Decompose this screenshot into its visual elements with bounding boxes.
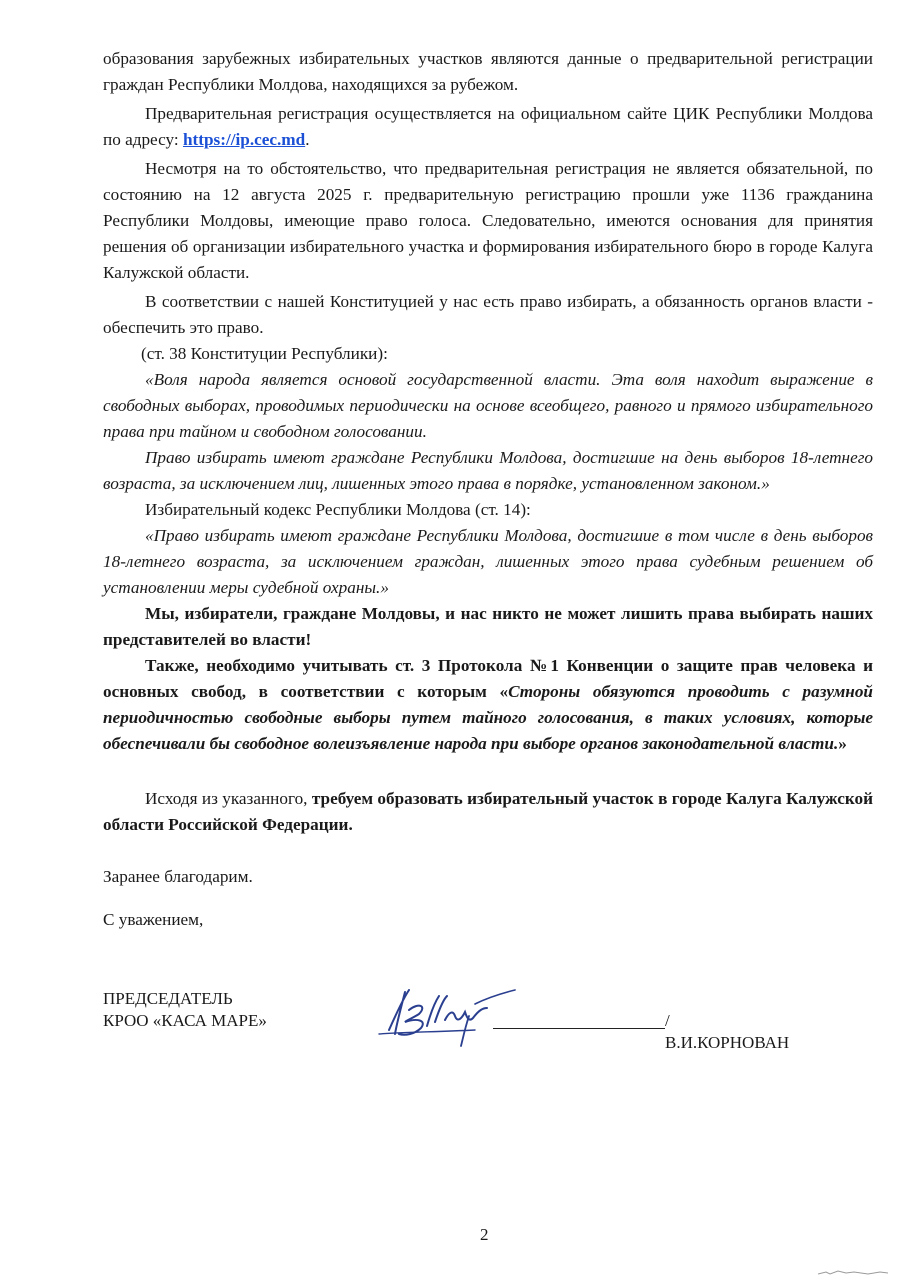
paragraph-text: Предварительная регистрация осуществляется на официальном сайте ЦИК Республики Молдова по адресу: [103,104,873,149]
electoral-code-reference: Избирательный кодекс Республики Молдова (ст. 14): [145,500,531,519]
demand-intro: Исходя из указанного, [145,789,312,808]
paragraph-continuation: образования зарубежных избирательных участков являются данные о предварительной регистрации граждан Республики Молдова, находящихся за рубежом. [103,49,873,94]
convention-quote: Стороны обязуются проводить с разумной периодичностью свободные выборы путем тайного голосования, в таких условиях, которые обеспечивали бы свободное волеизъявление народа при выборе органов законодательной власти. [103,682,873,753]
cec-website-link[interactable]: https://ip.cec.md [182,130,306,149]
convention-quote-end: » [838,734,847,753]
signatory-position: ПРЕДСЕДАТЕЛЬ [103,989,233,1008]
paragraph-registration-count: Несмотря на то обстоятельство, что предварительная регистрация не является обязательной, по состоянию на 12 августа 2025 г. предварительную регистрацию прошли уже 1136 гражданина Республики Молдовы, имеющие право голоса. Следовательно, имеются основания для принятия решения об организации избирательного участка и формирования избирательного бюро в городе Калуга Калужской области. [103,159,873,282]
regards-line: С уважением, [103,910,204,929]
page-number: 2 [480,1225,489,1244]
constitution-quote-1: «Воля народа является основой государственной власти. Эта воля находит выражение в свободных выборах, проводимых периодически на основе всеобщего, равного и прямого избирательного права при тайном и свободном голосовании. [103,370,873,441]
scan-edge-mark [818,1268,888,1276]
signatory-organization: КРОО «КАСА МАРЕ» [103,1011,267,1030]
handwritten-signature [375,982,525,1052]
demand-text: требуем образовать избирательный участок в городе Калуга Калужской области Российской Федерации. [103,789,873,834]
constitution-quote-2: Право избирать имеют граждане Республики Молдова, достигшие на день выборов 18-летнего возраста, за исключением лиц, лишенных этого права в порядке, установленном законом.» [103,448,873,493]
paragraph-preregistration [103,101,873,153]
paragraph-voters-statement: Мы, избиратели, граждане Молдовы, и нас никто не может лишить права выбирать наших представителей во власти! [103,604,873,649]
convention-text: Также, необходимо учитывать ст. 3 Протокола №1 Конвенции о защите прав человека и основных свобод, в соответствии с которым « [103,656,873,701]
paragraph-convention [103,653,873,757]
letter-body [103,46,873,933]
signatory-name: /В.И.КОРНОВАН [665,1011,790,1052]
constitution-reference: (ст. 38 Конституции Республики): [141,344,388,363]
signatory-title [103,988,267,1032]
signature-line [493,1028,665,1029]
thanks-line: Заранее благодарим. [103,867,253,886]
paragraph-constitution-right: В соответствии с нашей Конституцией у нас есть право избирать, а обязанность органов власти - обеспечить это право. [103,292,873,337]
signature-block [103,988,790,1058]
paragraph-demand [103,786,873,838]
electoral-code-quote: «Право избирать имеют граждане Республики Молдова, достигшие в том числе в день выборов 18-летнего возраста, за исключением граждан, лишенных этого права судебным решением об установлении меры судебной охраны.» [103,526,873,597]
paragraph-text: . [305,130,310,149]
